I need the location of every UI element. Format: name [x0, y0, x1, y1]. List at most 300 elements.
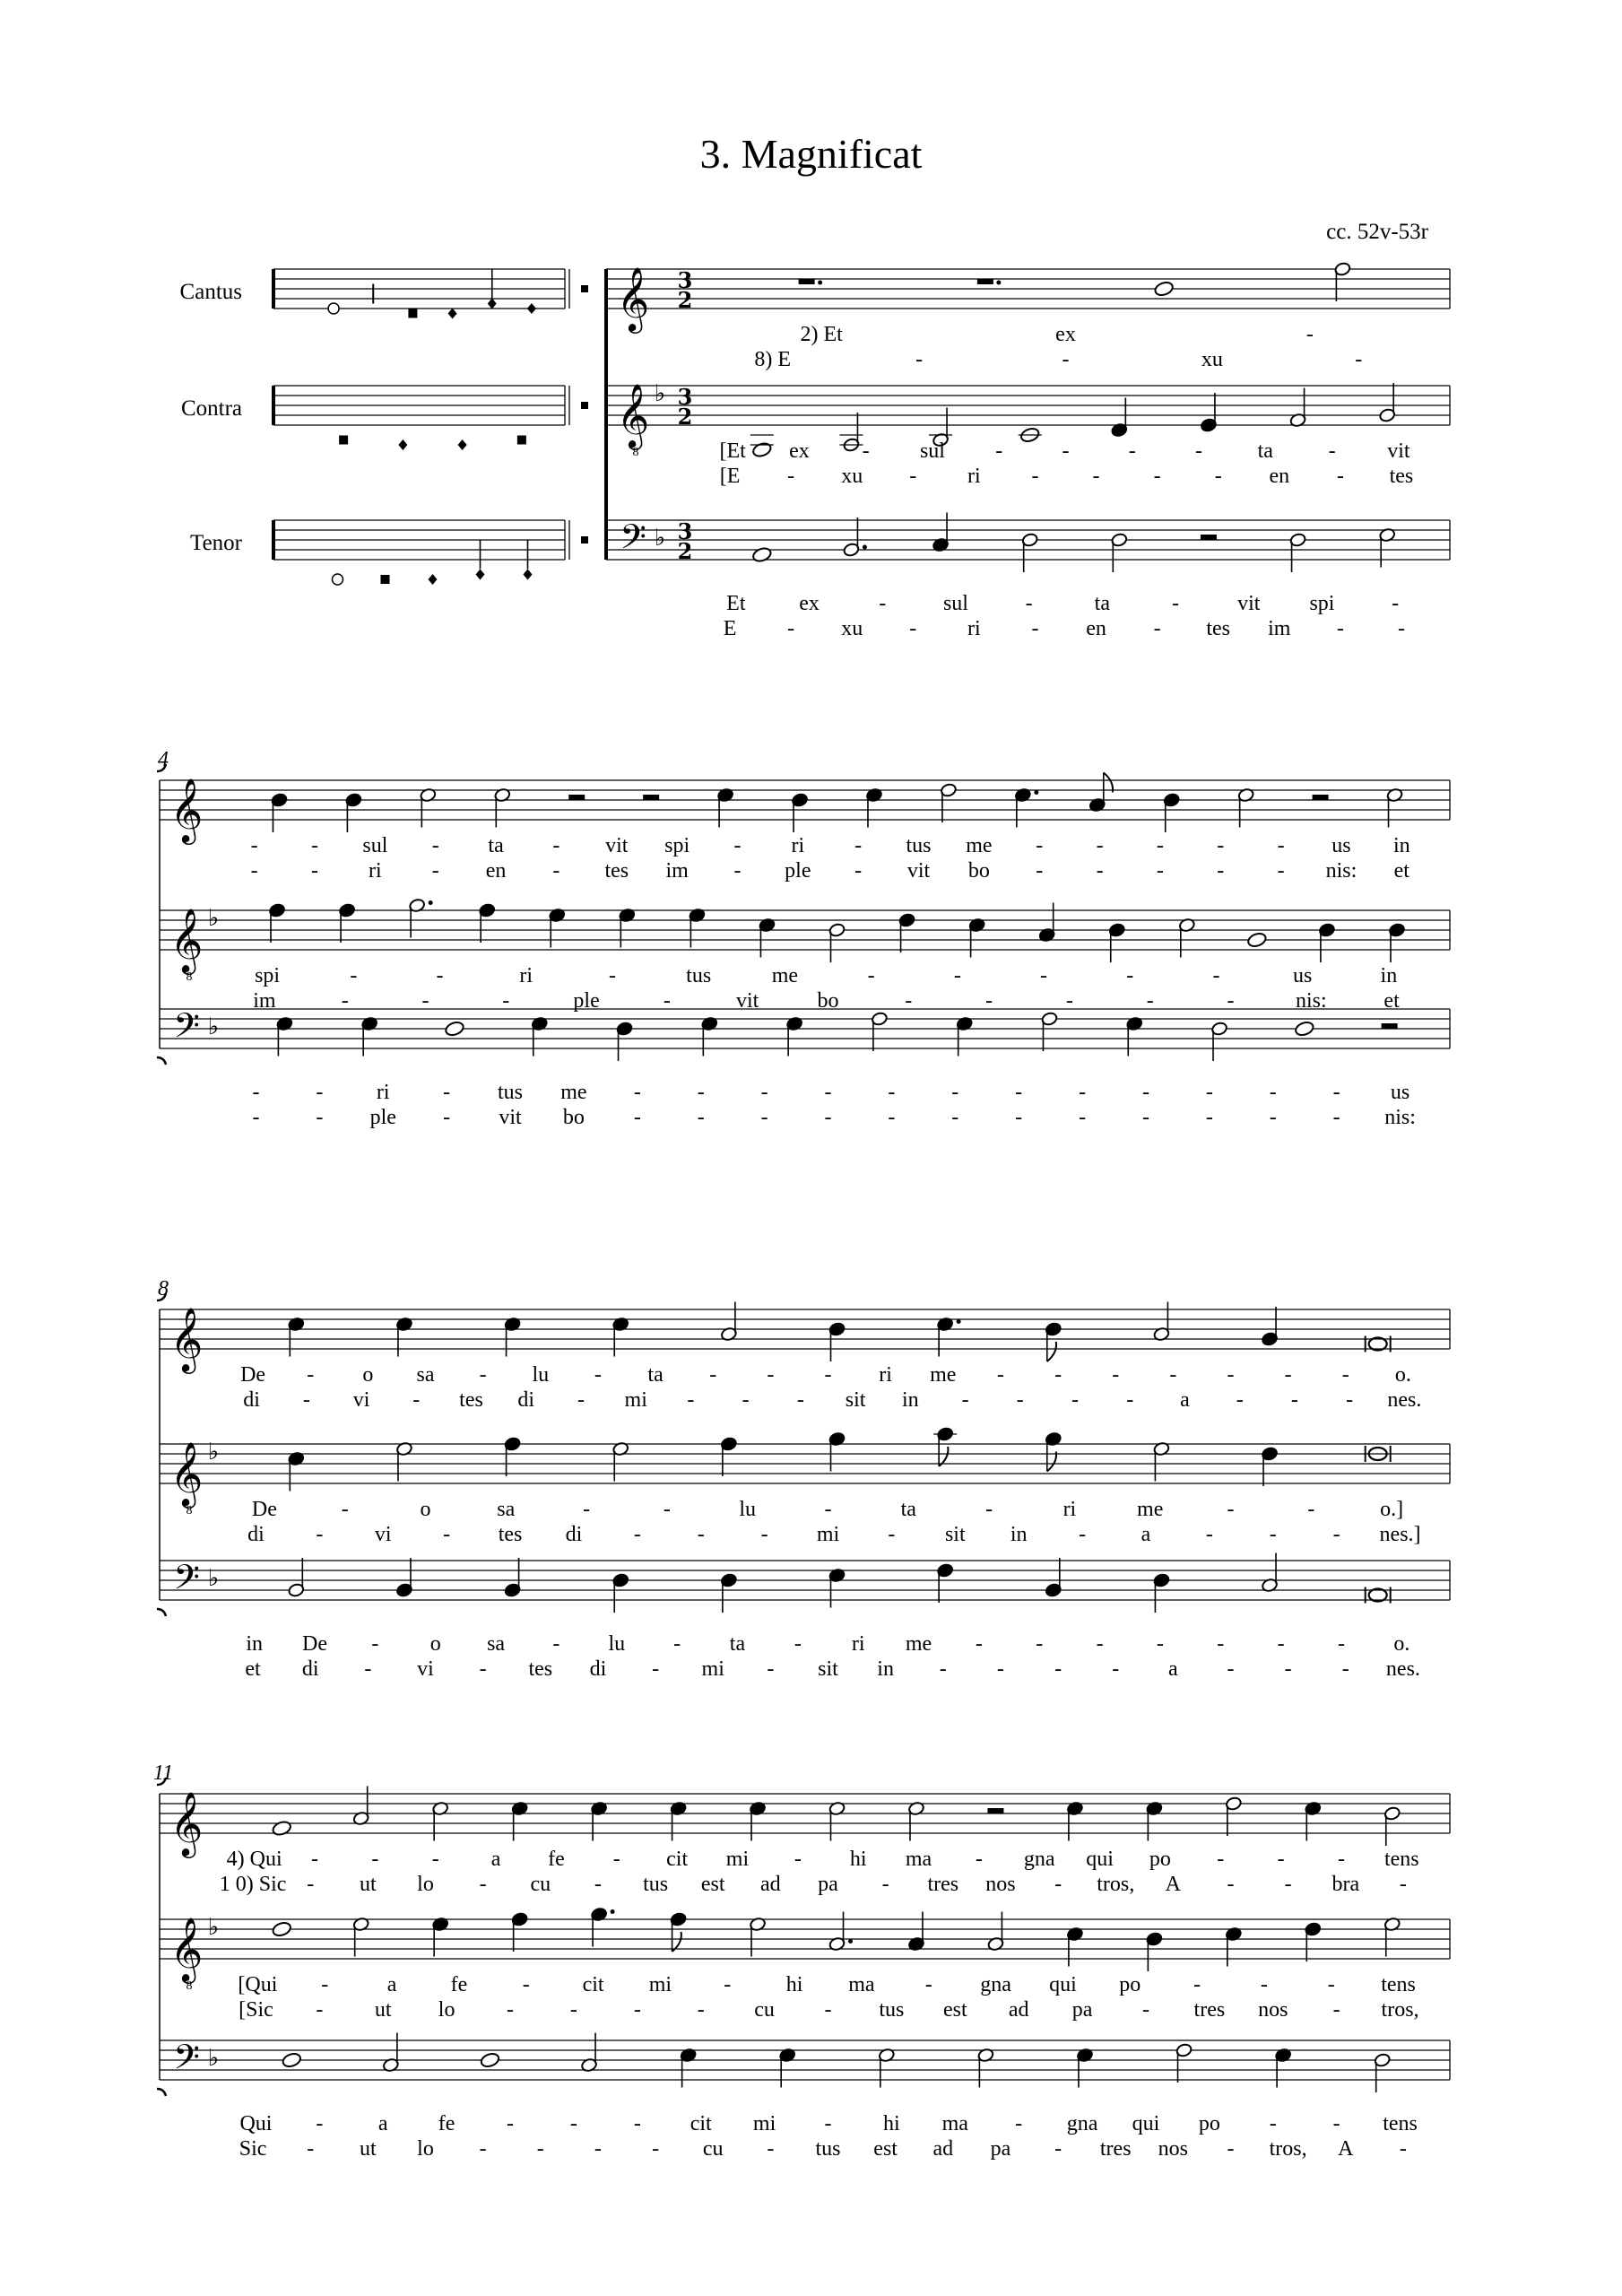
bass-clef-icon: 𝄢 [173, 2037, 200, 2085]
lyric-syllable: et [245, 1657, 261, 1681]
flat-icon: ♭ [654, 380, 666, 407]
system-brace [157, 1778, 166, 2096]
lyric-syllable: - [594, 1363, 602, 1387]
measure-number: 4 [158, 748, 169, 771]
lyric-syllable: ex [789, 439, 810, 463]
lyric-syllable: - [1277, 1848, 1285, 1871]
lyric-syllable: - [633, 1998, 641, 2022]
lyric-syllable: sul [362, 834, 388, 857]
lyric-syllable: - [552, 859, 560, 883]
dot [429, 900, 433, 905]
lyric-syllable: us [1293, 964, 1313, 987]
lyric-syllable: Qui [239, 2112, 273, 2135]
lyric-syllable: sa [497, 1498, 516, 1521]
flat-icon: ♭ [207, 2045, 220, 2072]
lyric-syllable: - [854, 834, 863, 857]
lyric-syllable: - [1031, 465, 1039, 488]
lyric-syllable: - [1054, 1873, 1063, 1896]
lyric-syllable: tros, [1097, 1873, 1135, 1896]
lyric-syllable: - [633, 2112, 641, 2135]
lyric-syllable: 4) Qui [226, 1848, 282, 1871]
lyric-syllable: - [431, 1848, 439, 1871]
lyric-syllable: spi [1309, 592, 1335, 615]
lyric-syllable: - [1337, 1848, 1345, 1871]
lyric-syllable: - [1156, 834, 1164, 857]
lyric-syllable: ta [488, 834, 504, 857]
treble-clef-icon: 𝄞 [616, 265, 650, 331]
lyric-syllable: o.] [1380, 1498, 1404, 1521]
lyric-syllable: - [371, 1848, 379, 1871]
lyric-syllable: - [569, 2112, 577, 2135]
lyric-syllable: bo [967, 859, 990, 883]
lyric-syllable: cit [666, 1848, 689, 1871]
note-head [480, 2051, 500, 2068]
lyric-syllable: - [1307, 1498, 1315, 1521]
octave-mark: 8 [186, 1979, 193, 1993]
lyric-syllable: - [951, 1081, 959, 1104]
lyric-syllable: vit [1387, 439, 1410, 463]
whole-rest [799, 279, 815, 284]
lyric-syllable: us [1331, 834, 1351, 857]
lyric-syllable: cu [702, 2137, 724, 2161]
flat-icon: ♭ [207, 1914, 220, 1941]
lyric-syllable: me [1137, 1498, 1164, 1521]
lyric-syllable: - [787, 617, 795, 640]
lyric-syllable: - [311, 859, 319, 883]
staff-cantus [160, 1794, 1450, 1833]
lyric-syllable: - [1092, 465, 1100, 488]
lyric-syllable: - [1156, 1632, 1164, 1656]
note-head [272, 1820, 292, 1837]
lyric-syllable: - [307, 2137, 315, 2161]
lyric-syllable: ple [369, 1106, 396, 1129]
lyric-syllable: - [1260, 1973, 1268, 1996]
lyric-syllable: et [1393, 859, 1409, 883]
lyric-syllable: - [652, 2137, 660, 2161]
lyric-syllable: 2) Et [800, 323, 843, 346]
lyric-syllable: - [985, 1498, 993, 1521]
lyric-syllable: o [362, 1363, 374, 1387]
lyric-syllable: a [1141, 1523, 1151, 1546]
bass-clef-icon: 𝄢 [173, 1005, 200, 1054]
incipit-note [429, 574, 438, 585]
lyric-syllable: sul [942, 592, 968, 615]
lyric-syllable: - [1332, 1998, 1340, 2022]
lyric-syllable: - [1141, 1998, 1149, 2022]
lyric-syllable: in [1010, 1523, 1028, 1546]
lyric-syllable: - [1016, 1388, 1024, 1412]
lyric-syllable: - [824, 1498, 832, 1521]
lyric-syllable: tens [1383, 2112, 1418, 2135]
lyric-syllable: - [879, 592, 887, 615]
incipit-note [328, 303, 339, 314]
incipit-note [488, 299, 497, 309]
lyric-syllable: ri [967, 465, 981, 488]
lyric-syllable: - [824, 1081, 832, 1104]
lyric-syllable: De [240, 1363, 266, 1387]
lyric-syllable: in [1380, 964, 1398, 987]
treble-clef-icon: 𝄞 [169, 1790, 204, 1856]
lyric-syllable: fe [450, 1973, 468, 1996]
range-note [581, 285, 588, 292]
lyric-syllable: - [341, 1498, 349, 1521]
lyric-syllable: - [507, 1998, 515, 2022]
lyric-syllable: ma [848, 1973, 875, 1996]
lyric-syllable: - [1096, 834, 1104, 857]
lyric-syllable: en [1269, 465, 1290, 488]
dot [863, 545, 867, 550]
lyric-syllable: - [1146, 989, 1154, 1013]
lyric-syllable: o. [1393, 1632, 1410, 1656]
lyric-syllable: - [1036, 834, 1044, 857]
lyric-syllable: in [902, 1388, 919, 1412]
lyric-syllable: in [877, 1657, 894, 1681]
treble-clef-icon: 𝄞 [169, 907, 204, 972]
time-signature: 3 [677, 384, 693, 410]
lyric-syllable: - [824, 1998, 832, 2022]
lyric-syllable: me [771, 964, 799, 987]
lyric-syllable: ut [360, 2137, 377, 2161]
lyric-syllable: - [709, 1363, 717, 1387]
staff-contra [160, 1919, 1450, 1959]
lyric-syllable: - [608, 964, 616, 987]
lyric-syllable: - [502, 989, 510, 1013]
lyric-syllable: - [905, 989, 913, 1013]
lyric-syllable: ri [519, 964, 533, 987]
lyric-syllable: vi [374, 1523, 392, 1546]
lyric-syllable: - [1193, 1973, 1201, 1996]
half-rest [643, 795, 659, 800]
lyric-syllable: im [1268, 617, 1291, 640]
treble-clef-icon: 𝄞 [169, 1306, 204, 1371]
lyric-syllable: [Et [719, 439, 746, 463]
lyric-syllable: ri [967, 617, 981, 640]
lyric-syllable: - [252, 1081, 260, 1104]
lyric-syllable: - [1015, 1106, 1023, 1129]
lyric-syllable: - [1128, 439, 1136, 463]
lyric-syllable: po [1119, 1973, 1141, 1996]
lyric-syllable: - [1269, 2112, 1277, 2135]
lyric-syllable: spi [664, 834, 690, 857]
lyric-syllable: mi [816, 1523, 840, 1546]
lyric-syllable: - [767, 2137, 775, 2161]
incipit-staff-cantus [273, 269, 565, 309]
lyric-syllable: - [1236, 1388, 1244, 1412]
lyric-syllable: - [924, 1973, 932, 1996]
lyric-syllable: pa [818, 1873, 838, 1896]
incipit-note [339, 436, 348, 445]
whole-rest [977, 279, 993, 284]
lyric-syllable: di [301, 1657, 319, 1681]
lyric-syllable: di [565, 1523, 583, 1546]
lyric-syllable: mi [701, 1657, 724, 1681]
lyric-syllable: fe [438, 2112, 455, 2135]
lyric-syllable: - [1156, 859, 1164, 883]
lyric-syllable: ex [799, 592, 820, 615]
lyric-syllable: A [1338, 2137, 1354, 2161]
lyric-syllable: po [1198, 2112, 1220, 2135]
lyric-syllable: - [1290, 1388, 1298, 1412]
staff-tenor [160, 1009, 1450, 1048]
octave-mark: 8 [186, 970, 193, 984]
lyric-syllable: a [386, 1973, 397, 1996]
lyric-syllable: - [760, 1106, 768, 1129]
lyric-syllable: tes [459, 1388, 483, 1412]
lyric-syllable: est [700, 1873, 725, 1896]
lyric-syllable: me [560, 1081, 587, 1104]
lyric-syllable: - [1112, 1363, 1120, 1387]
lyric-syllable: - [316, 1998, 324, 2022]
time-signature: 2 [677, 538, 693, 564]
lyric-syllable: nos [1258, 1998, 1288, 2022]
lyric-syllable: ta [900, 1498, 916, 1521]
lyric-syllable: - [311, 834, 319, 857]
lyric-syllable: - [1112, 1657, 1120, 1681]
lyric-syllable: ri [1063, 1498, 1077, 1521]
time-signature: 3 [677, 518, 693, 544]
flat-icon: ♭ [207, 1439, 220, 1465]
lyric-syllable: - [888, 1081, 896, 1104]
lyric-syllable: - [794, 1848, 802, 1871]
staff-tenor [160, 2040, 1450, 2080]
lyric-syllable: - [1269, 1081, 1277, 1104]
staff-cantus [606, 269, 1450, 309]
lyric-syllable: o [429, 1632, 441, 1656]
lyric-syllable: De [302, 1632, 328, 1656]
lyric-syllable: - [1341, 1363, 1349, 1387]
lyric-syllable: - [421, 989, 429, 1013]
lyric-syllable: tres [1193, 1998, 1226, 2022]
lyric-syllable: - [316, 1523, 324, 1546]
lyric-syllable: vi [417, 1657, 434, 1681]
lyric-syllable: - [1284, 1363, 1292, 1387]
incipit-note [448, 309, 457, 319]
treble-clef-icon: 𝄞 [169, 777, 204, 842]
lyric-syllable: - [633, 1081, 641, 1104]
lyric-syllable: nos [1158, 2137, 1189, 2161]
lyric-syllable: a [377, 2112, 388, 2135]
lyric-syllable: - [697, 1106, 705, 1129]
lyric-syllable: nis: [1325, 859, 1357, 883]
lyric-syllable: bo [562, 1106, 585, 1129]
lyric-syllable: tes [1389, 465, 1414, 488]
lyric-syllable: - [1169, 1363, 1177, 1387]
note-head [282, 2051, 302, 2068]
lyric-syllable: - [1399, 1873, 1407, 1896]
lyric-syllable: - [1217, 859, 1225, 883]
lyric-syllable: in [246, 1632, 264, 1656]
dot [1034, 790, 1038, 795]
lyric-syllable: tus [906, 834, 932, 857]
lyric-syllable: tus [815, 2137, 841, 2161]
lyric-syllable: tres [927, 1873, 959, 1896]
lyric-syllable: - [479, 1657, 487, 1681]
lyric-syllable: - [1227, 1657, 1235, 1681]
lyric-syllable: - [1284, 1657, 1292, 1681]
lyric-syllable: tes [528, 1657, 553, 1681]
dot [818, 281, 822, 285]
lyric-syllable: - [1328, 439, 1336, 463]
lyric-syllable: gna [1023, 1848, 1055, 1871]
lyric-syllable: - [552, 834, 560, 857]
lyric-syllable: qui [1086, 1848, 1114, 1871]
lyric-syllable: - [1172, 592, 1180, 615]
lyric-syllable: - [995, 439, 1003, 463]
lyric-syllable: - [1141, 1106, 1149, 1129]
lyric-syllable: ri [879, 1363, 892, 1387]
lyric-syllable: im [253, 989, 276, 1013]
lyric-syllable: gna [1066, 2112, 1098, 2135]
range-note [581, 402, 588, 409]
lyric-syllable: - [552, 1632, 560, 1656]
lyric-syllable: - [663, 989, 671, 1013]
lyric-syllable: xu [841, 617, 863, 640]
note-flag [1047, 1342, 1056, 1361]
lyric-syllable: vit [1237, 592, 1261, 615]
lyric-syllable: lu [739, 1498, 757, 1521]
half-rest [1313, 795, 1329, 800]
lyric-syllable: - [431, 834, 439, 857]
lyric-syllable: - [1217, 834, 1225, 857]
staff-contra [160, 1444, 1450, 1483]
lyric-syllable: - [436, 964, 444, 987]
lyric-syllable: tes [498, 1523, 523, 1546]
lyric-syllable: ri [791, 834, 805, 857]
lyric-syllable: - [302, 1388, 310, 1412]
lyric-syllable: vit [499, 1106, 522, 1129]
lyric-syllable: est [873, 2137, 898, 2161]
lyric-syllable: sul [919, 439, 945, 463]
incipit-note [381, 575, 390, 584]
lyric-syllable: bo [817, 989, 839, 1013]
lyric-syllable: - [867, 964, 875, 987]
lyric-syllable: - [250, 859, 258, 883]
lyric-syllable: - [311, 1848, 319, 1871]
lyric-syllable: - [633, 1106, 641, 1129]
time-signature: 2 [677, 287, 693, 313]
bass-clef-icon: 𝄢 [173, 1557, 200, 1605]
lyric-syllable: - [824, 1106, 832, 1129]
lyric-syllable: - [951, 1106, 959, 1129]
note-head [1294, 1020, 1314, 1037]
lyric-syllable: - [1217, 1848, 1225, 1871]
lyric-syllable: - [577, 1388, 585, 1412]
lyric-syllable: - [881, 1873, 889, 1896]
half-rest [1201, 535, 1217, 540]
lyric-syllable: - [1327, 1973, 1335, 1996]
lyric-syllable: lu [532, 1363, 550, 1387]
lyric-syllable: 8) E [754, 348, 792, 371]
lyric-syllable: - [479, 1873, 487, 1896]
lyric-syllable: ut [360, 1873, 377, 1896]
lyric-syllable: - [583, 1498, 591, 1521]
lyric-syllable: - [1346, 1388, 1354, 1412]
system-brace [157, 1293, 166, 1616]
lyric-syllable: - [1071, 1388, 1080, 1412]
lyric-syllable: - [1096, 859, 1104, 883]
lyric-syllable: lo [417, 1873, 434, 1896]
lyric-syllable: lo [438, 1998, 455, 2022]
lyric-syllable: - [1126, 1388, 1134, 1412]
lyric-syllable: - [1205, 1523, 1213, 1546]
source-reference: cc. 52v-53r [1326, 220, 1428, 244]
lyric-syllable: tus [498, 1081, 524, 1104]
lyric-syllable: A [1165, 1873, 1182, 1896]
lyric-syllable: - [1332, 1106, 1340, 1129]
lyric-syllable: vi [352, 1388, 370, 1412]
page-title: 3. Magnificat [699, 131, 923, 177]
lyric-syllable: ad [760, 1873, 781, 1896]
lyric-syllable: - [1217, 1632, 1225, 1656]
staff-contra [606, 386, 1450, 425]
note-flag [1047, 1452, 1056, 1472]
lyric-syllable: - [1332, 1081, 1340, 1104]
treble-clef-icon: 𝄞 [169, 1440, 204, 1506]
lyric-syllable: - [1141, 1081, 1149, 1104]
lyric-syllable: me [930, 1363, 957, 1387]
lyric-syllable: - [1227, 1873, 1235, 1896]
lyric-syllable: - [1277, 859, 1285, 883]
lyric-syllable: - [724, 1973, 732, 1996]
lyric-syllable: - [1277, 1632, 1285, 1656]
lyric-syllable: nes. [1387, 1388, 1422, 1412]
lyric-syllable: tens [1381, 1973, 1416, 1996]
lyric-syllable: cu [530, 1873, 551, 1896]
lyric-syllable: in [1392, 834, 1410, 857]
lyric-syllable: pa [990, 2137, 1011, 2161]
lyric-syllable: pa [1071, 1998, 1093, 2022]
lyric-syllable: - [1397, 617, 1405, 640]
lyric-syllable: - [522, 1973, 530, 1996]
lyric-syllable: - [307, 1363, 315, 1387]
note-head [1154, 280, 1175, 297]
lyric-syllable: - [767, 1657, 775, 1681]
lyric-syllable: - [888, 1106, 896, 1129]
lyric-syllable: - [652, 1657, 660, 1681]
voice-label-tenor: Tenor [190, 531, 242, 555]
incipit-note [517, 436, 526, 445]
lyric-syllable: E [723, 617, 737, 640]
lyric-syllable: - [909, 617, 917, 640]
lyric-syllable: mi [725, 1848, 750, 1871]
lyric-syllable: ta [1257, 439, 1273, 463]
lyric-syllable: - [975, 1848, 983, 1871]
flat-icon: ♭ [207, 1013, 220, 1040]
lyric-syllable: - [1054, 1657, 1063, 1681]
lyric-syllable: - [996, 1363, 1004, 1387]
lyric-syllable: - [824, 2112, 832, 2135]
lyric-syllable: - [1025, 592, 1033, 615]
lyric-syllable: - [733, 834, 742, 857]
lyric-syllable: tus [643, 1873, 669, 1896]
lyric-syllable: est [942, 1998, 967, 2022]
lyric-syllable: - [673, 1632, 681, 1656]
lyric-syllable: xu [1201, 348, 1223, 371]
lyric-syllable: mi [648, 1973, 672, 1996]
note-head [444, 1020, 464, 1037]
lyric-syllable: Et [726, 592, 746, 615]
lyric-syllable: - [1227, 1498, 1235, 1521]
half-rest [568, 795, 585, 800]
lyric-syllable: - [697, 1081, 705, 1104]
dot [996, 281, 1001, 285]
lyric-syllable: - [1036, 1632, 1044, 1656]
system-brace [157, 764, 166, 1065]
lyric-syllable: - [1054, 2137, 1063, 2161]
lyric-syllable: fe [548, 1848, 565, 1871]
lyric-syllable: lo [417, 2137, 434, 2161]
lyric-syllable: - [760, 1523, 768, 1546]
